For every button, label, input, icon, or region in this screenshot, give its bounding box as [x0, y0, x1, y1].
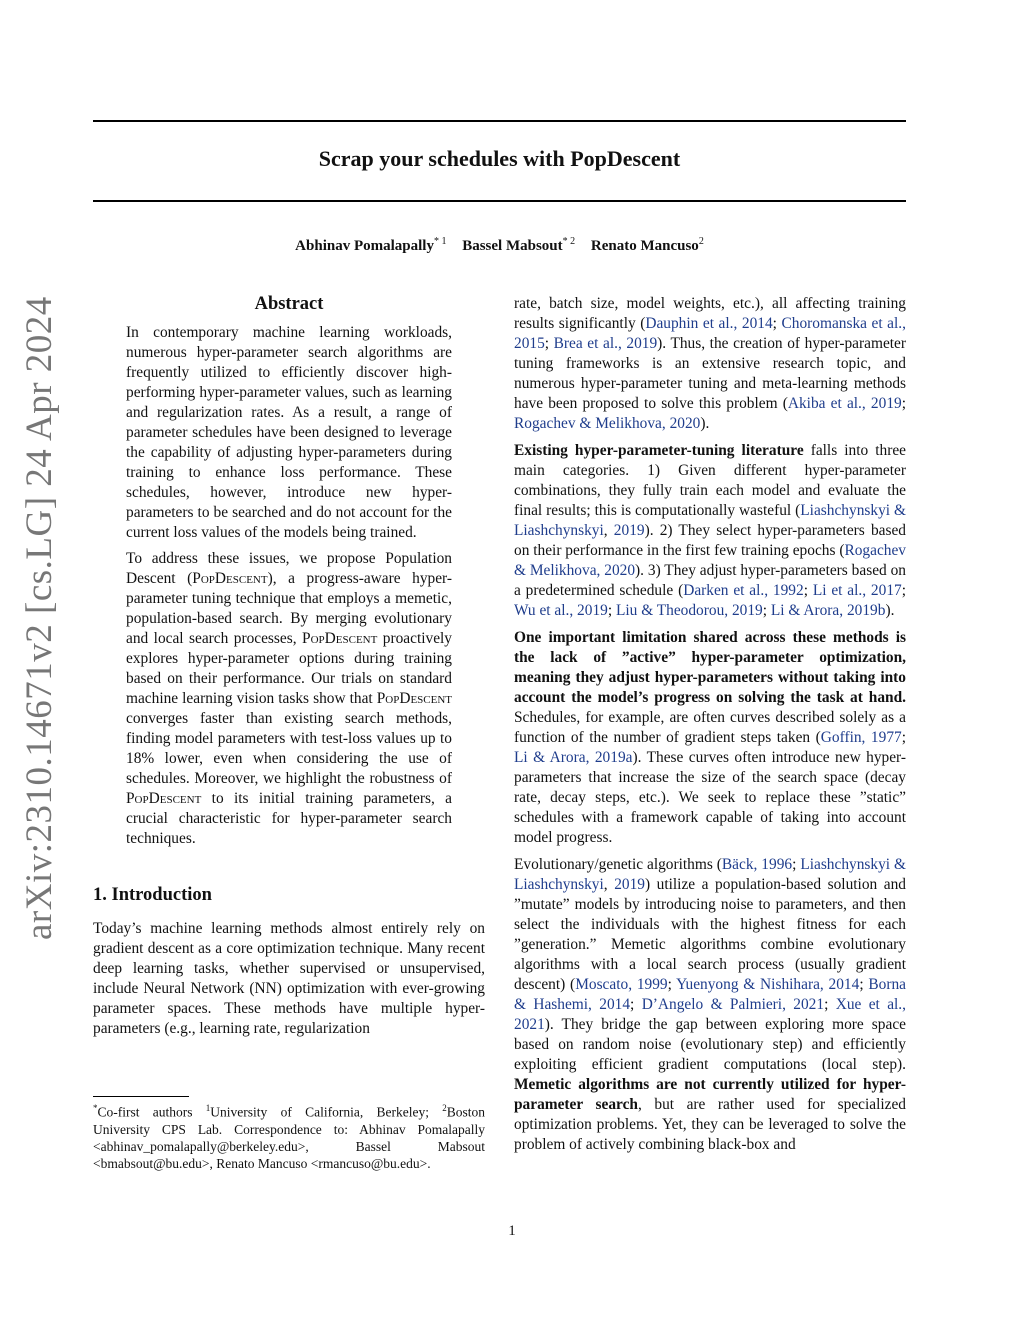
top-rule	[93, 120, 906, 122]
author: Bassel Mabsout$^{* 2}$	[462, 236, 576, 254]
citation-link[interactable]: Li & Arora, 2019b	[770, 602, 886, 619]
arxiv-identifier-stamp: arXiv:2310.14671v2 [cs.LG] 24 Apr 2024	[19, 296, 60, 940]
citation-link[interactable]: Goffin, 1977	[820, 729, 902, 746]
page-number: 1	[508, 1223, 516, 1239]
author: Abhinav Pomalapally$^{* 1}$	[295, 236, 447, 254]
citation-link[interactable]: D’Angelo & Palmieri, 2021	[641, 996, 825, 1013]
citation-link[interactable]: Liashchynskyi & Liashchynskyi	[514, 502, 906, 539]
citation-link[interactable]: Rogachev & Melikhova, 2020	[514, 542, 906, 579]
footnote-rule	[93, 1096, 189, 1097]
citation-link[interactable]: Yuenyong & Nishihara, 2014	[676, 976, 860, 993]
abstract-paragraph: In contemporary machine learning workloads, numerous hyper-parameter search algorithms are frequently utilized to efficiently discover high-performing hyper-parameter values, such as learning and regularization rates. As a result, a range of parameter schedules have been designed to leverage the capability of adjusting hyper-parameters during training to enhance loss performance. These schedules, however, introduce new hyper-parameters to be searched and do not account for the current loss values of the models being trained.	[126, 324, 452, 541]
citation-link[interactable]: Li et al., 2017	[812, 582, 902, 599]
citation-link[interactable]: Li & Arora, 2019a	[514, 749, 633, 766]
citation-link[interactable]: Darken et al., 1992	[683, 582, 804, 599]
citation-link[interactable]: Liashchynskyi & Liashchynskyi	[514, 856, 906, 893]
body-paragraph: Evolutionary/genetic algorithms (Bäck, 1996; Liashchynskyi & Liashchynskyi, 2019) utilize a population-based solution and ”mutate” models by introducing noise to parameters, and then select the individuals with the highest fitness for each ”generation.” Memetic algorithms combine evolutionary algorithms with a local search process (usually gradient descent) (Moscato, 1999; Yuenyong & Nishihara, 2014; Borna & Hashemi, 2014; D’Angelo & Palmieri, 2021; Xue et al., 2021). They bridge the gap between exploring more space based on random noise (evolutionary step) and efficiently exploiting efficient gradient computations (local step). Memetic algorithms are not currently utilized for hyper-parameter search, but are rather used for specialized optimization problems. Yet, they can be leveraged to solve the problem of actively combining black-box and	[514, 856, 907, 1153]
citation-link[interactable]: Wu et al., 2019	[514, 602, 608, 619]
introduction-paragraph: Today’s machine learning methods almost entirely rely on gradient descent as a core optimization technique. Many recent deep learning tasks, whether supervised or unsupervised, include Neural Network (NN) optimization with ever-growing parameter spaces. These methods have multiple hyper-parameters (e.g., learning rate, regularization	[93, 920, 485, 1037]
section-heading-introduction: 1. Introduction	[93, 885, 212, 905]
title-bottom-rule	[93, 200, 906, 202]
abstract-heading: Abstract	[254, 294, 324, 314]
paper-title: Scrap your schedules with PopDescent	[318, 146, 681, 171]
left-column	[93, 292, 485, 1039]
citation-link[interactable]: Brea et al., 2019	[553, 335, 658, 352]
citation-link[interactable]: Liu & Theodorou, 2019	[615, 602, 763, 619]
citation-link[interactable]: Bäck, 1996	[721, 856, 793, 873]
citation-link[interactable]: Dauphin et al., 2014	[645, 315, 773, 332]
author-list	[93, 236, 906, 255]
citation-link[interactable]: Moscato, 1999	[575, 976, 668, 993]
citation-link[interactable]: Xue et al., 2021	[514, 996, 906, 1033]
citation-link[interactable]: Borna & Hashemi, 2014	[514, 976, 906, 1013]
body-paragraph: rate, batch size, model weights, etc.), all affecting training results significantly (Dauphin et al., 2014; Choromanska et al., 2015; Brea et al., 2019). Thus, the creation of hyper-parameter tuning frameworks is an extensive research topic, and numerous hyper-parameter tuning and meta-learning methods have been proposed to solve this problem (Akiba et al., 2019; Rogachev & Melikhova, 2020).	[514, 295, 907, 432]
abstract	[126, 292, 452, 849]
citation-link[interactable]: Choromanska et al., 2015	[514, 315, 906, 352]
citation-link[interactable]: 2019	[614, 876, 645, 893]
citation-link[interactable]: 2019	[613, 522, 645, 539]
body-paragraph: One important limitation shared across these methods is the lack of ”active” hyper-parameter optimization, meaning they adjust hyper-parameters without taking into account the model’s progress on solving the task at hand. Schedules, for example, are often curves described solely as a function of the number of gradient steps taken (Goffin, 1977; Li & Arora, 2019a). These curves often introduce new hyper-parameters that increase the size of the search space (decay rate, decay steps, etc.). We seek to replace these ”static” schedules with a framework capable of taking into account model progress.	[514, 629, 906, 846]
right-column	[514, 294, 906, 1162]
abstract-paragraph: To address these issues, we propose Population Descent (PopDescent), a progress-aware hyper-parameter tuning technique that employs a memetic, population-based search. By merging evolutionary and local search processes, PopDescent proactively explores hyper-parameter options during training based on their performance. Our trials on standard machine learning vision tasks show that PopDescent converges faster than existing search methods, finding model parameters with test-loss values up to 18% lower, even when considering the use of schedules. Moreover, we highlight the robustness of PopDescent to its initial training parameters, a crucial characteristic for hyper-parameter search techniques.	[126, 550, 452, 847]
author: Renato Mancuso$^2$	[590, 236, 704, 254]
citation-link[interactable]: Rogachev & Melikhova, 2020	[514, 415, 701, 432]
citation-link[interactable]: Akiba et al., 2019	[787, 395, 902, 412]
body-paragraph: Existing hyper-parameter-tuning literature falls into three main categories. 1) Given different hyper-parameter combinations, they fully train each model and evaluate the final results; this is computationally wasteful (Liashchynskyi & Liashchynskyi, 2019). 2) They select hyper-parameters based on their performance in the first few training epochs (Rogachev & Melikhova, 2020). 3) They adjust hyper-parameters based on a predetermined schedule (Darken et al., 1992; Li et al., 2017; Wu et al., 2019; Liu & Theodorou, 2019; Li & Arora, 2019b).	[514, 442, 906, 619]
footnote: *Co-first authors $^1$University of California, Berkeley; $^2$Boston University CPS Lab. Correspondence to: Abhinav Pomalapally <abhinav_pomalapally@berkeley.edu>, Bassel Mabsout <bmabsout@bu.edu>, Renato Mancuso <rmancuso@bu.edu>.	[93, 1103, 485, 1171]
